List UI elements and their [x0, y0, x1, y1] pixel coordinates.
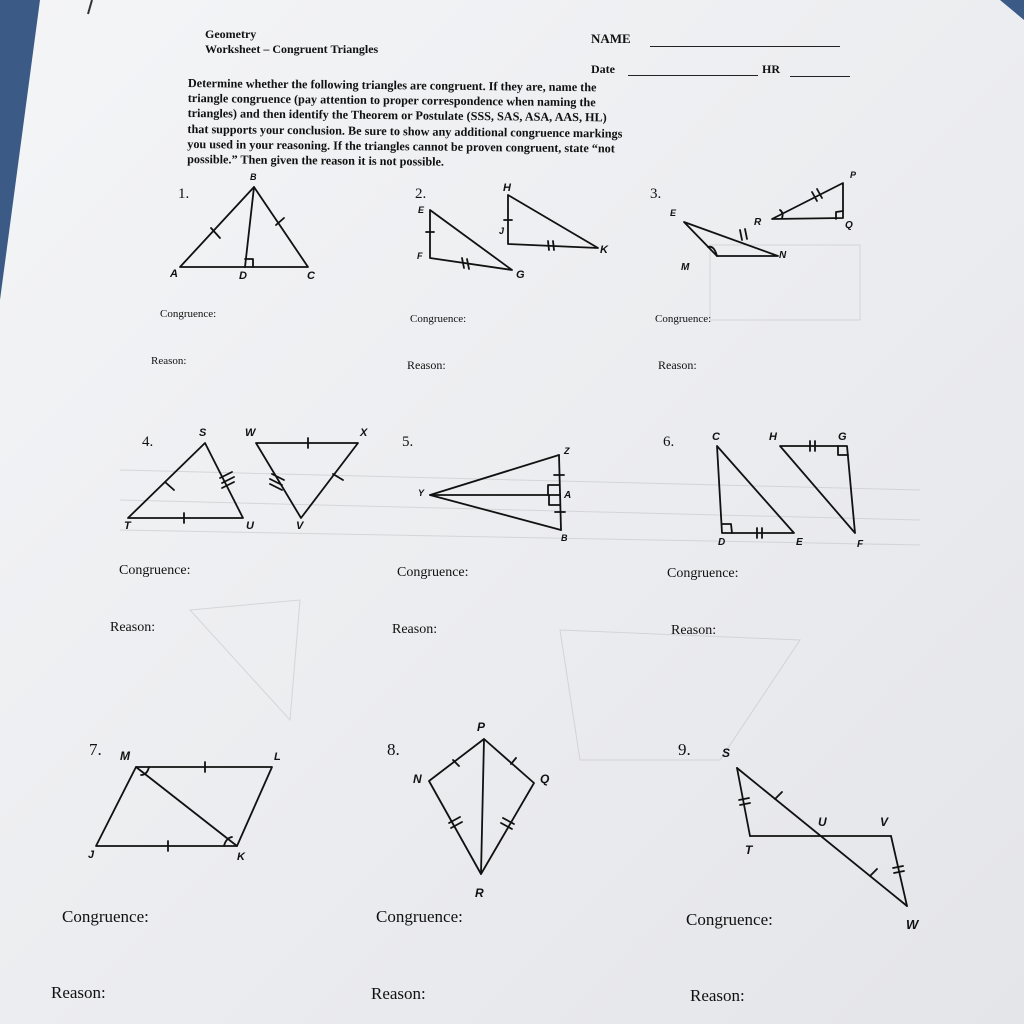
figure-2 [426, 195, 598, 270]
problem-number: 1. [178, 186, 190, 202]
problem-number: 8. [387, 740, 400, 759]
vertex-label: Z [564, 446, 570, 456]
congruence-label[interactable]: Congruence: [119, 563, 191, 578]
vertex-label: K [237, 851, 245, 863]
vertex-label: D [239, 270, 247, 282]
vertex-label: B [250, 172, 257, 182]
problem-number: 5. [402, 434, 414, 450]
vertex-label: J [88, 849, 95, 861]
vertex-label: P [477, 720, 486, 734]
congruence-label[interactable]: Congruence: [160, 308, 217, 320]
figure-8 [429, 739, 534, 874]
vertex-label: W [245, 427, 256, 439]
figure-6 [717, 441, 855, 538]
problem-number: 9. [678, 740, 691, 759]
vertex-label: L [274, 751, 281, 763]
vertex-label: W [906, 917, 919, 932]
figure-5 [430, 455, 565, 530]
vertex-label: R [754, 217, 762, 228]
figure-7 [96, 762, 272, 851]
vertex-label: G [516, 269, 525, 281]
vertex-label: T [745, 843, 753, 857]
instruction-line: triangles) and then identify the Theorem or Postulate (SSS, SAS, ASA, AAS, HL) [187, 106, 607, 125]
figure-1 [180, 187, 308, 267]
vertex-label: S [199, 427, 207, 439]
vertex-label: B [561, 533, 568, 543]
instruction-line: that supports your conclusion. Be sure to show any additional congruence markings [187, 121, 623, 141]
reason-label[interactable]: Reason: [371, 984, 426, 1003]
vertex-label: K [600, 244, 608, 256]
congruence-label[interactable]: Congruence: [397, 565, 469, 580]
figure-4 [128, 438, 358, 523]
reason-label[interactable]: Reason: [690, 986, 745, 1005]
vertex-label: C [307, 270, 315, 282]
vertex-label: J [499, 226, 505, 236]
vertex-label: A [564, 490, 572, 501]
instruction-line: possible.” Then given the reason it is not possible. [187, 152, 445, 169]
vertex-label: U [818, 815, 827, 829]
instruction-line: Determine whether the following triangles are congruent. If they are, name the [187, 76, 597, 95]
reason-label[interactable]: Reason: [658, 358, 697, 372]
problem-number: 4. [142, 434, 154, 450]
vertex-label: S [722, 746, 731, 760]
vertex-label: N [413, 772, 422, 786]
reason-label[interactable]: Reason: [151, 355, 187, 367]
problem-number: 3. [650, 186, 662, 202]
congruence-label[interactable]: Congruence: [62, 907, 149, 926]
vertex-label: E [418, 205, 425, 215]
congruence-label[interactable]: Congruence: [686, 910, 773, 929]
vertex-label: G [838, 431, 847, 443]
figure-3 [684, 183, 843, 256]
figure-9 [737, 768, 907, 906]
vertex-label: V [296, 520, 304, 532]
vertex-label: V [880, 815, 889, 829]
vertex-label: M [120, 749, 130, 763]
date-label: Date [591, 62, 615, 76]
vertex-label: E [670, 208, 677, 218]
vertex-label: Q [540, 772, 550, 786]
name-label: NAME [591, 31, 631, 46]
subject-label: Geometry [205, 27, 257, 41]
vertex-label: H [769, 431, 777, 443]
vertex-label: A [170, 268, 178, 280]
congruence-label[interactable]: Congruence: [667, 566, 739, 581]
vertex-label: C [712, 431, 720, 443]
vertex-label: P [850, 170, 857, 180]
vertex-label: D [718, 537, 726, 548]
vertex-label: R [475, 886, 484, 900]
vertex-label: F [857, 539, 864, 550]
vertex-label: U [246, 520, 254, 532]
worksheet-title: Worksheet – Congruent Triangles [205, 42, 379, 56]
congruence-label[interactable]: Congruence: [376, 907, 463, 926]
congruence-label[interactable]: Congruence: [655, 313, 712, 325]
reason-label[interactable]: Reason: [407, 358, 446, 372]
vertex-label: X [360, 427, 368, 439]
instruction-line: you used in your reasoning. If the triangles cannot be proven congruent, state “not [187, 136, 615, 156]
problem-number: 6. [663, 434, 675, 450]
vertex-label: Q [845, 220, 853, 231]
reason-label[interactable]: Reason: [110, 620, 156, 635]
problem-number: 7. [89, 740, 102, 759]
instruction-line: triangle congruence (pay attention to proper correspondence when naming the [187, 91, 596, 110]
vertex-label: E [796, 537, 803, 548]
vertex-label: T [124, 520, 131, 532]
vertex-label: Y [418, 488, 425, 498]
vertex-label: F [417, 251, 423, 261]
reason-label[interactable]: Reason: [671, 623, 717, 638]
problem-number: 2. [415, 186, 427, 202]
vertex-label: M [681, 262, 690, 273]
reason-label[interactable]: Reason: [51, 983, 106, 1002]
hr-label: HR [762, 62, 780, 76]
vertex-label: H [503, 182, 511, 194]
congruence-label[interactable]: Congruence: [410, 313, 467, 325]
reason-label[interactable]: Reason: [392, 622, 438, 637]
vertex-label: N [779, 250, 787, 261]
